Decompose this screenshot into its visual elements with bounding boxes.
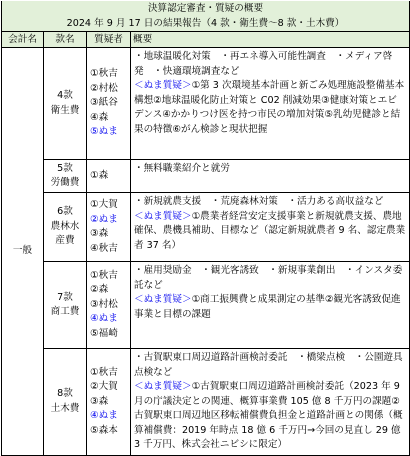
kan-number: 5款 [57,162,73,174]
kan-name: 商工費 [50,306,80,317]
questioner-name: ④ぬま [90,313,118,325]
kan-name: 労働費 [50,177,80,188]
report-subtitle: 2024 年 9 月 17 日の結果報告（4 款・衛生費～8 款・土木費） [2,16,410,32]
summary-text: ・新規就農支援 ・荒廃森林対策 ・活力ある高収益など [134,196,384,207]
kan-cell [44,349,87,456]
summary-text: ①商工振興費と成果測定の基準②観光客誘致促進事業と目標の課題 [134,294,401,320]
kan-number: 6款 [57,206,73,218]
header-summary: 概要 [131,32,410,48]
report-title: 決算認定審査・質疑の概要 [2,1,410,16]
summary-text: ①農業者経営安定支援事業と新規就農支援、農地確保、農機具補助、目標など（認定新規就農者 9 名、認定農業者 37 名） [134,210,406,251]
questioners-cell [87,193,131,262]
summary-cell [131,48,410,160]
kan-name: 土木費 [50,402,80,414]
summary-text: ・無料職業紹介と就労 [134,163,230,174]
kan-number: 7款 [57,291,73,303]
kan-name: 農林水産費 [50,220,80,247]
kaikei-cell: 一般 [2,48,44,456]
kan-cell [44,48,87,160]
questioner-name: ①秋吉 [90,68,118,80]
questioner-name: ④ぬま [90,410,118,421]
questioner-name: ⑤ぬま [90,126,118,138]
subtitle-row [2,16,410,32]
questioner-name: ②大賀 [90,381,118,392]
summary-text: ・古賀駅東口周辺道路計画検討委託 ・橋梁点検 ・公園遊具点検など [134,352,403,378]
questioner-name: ③森 [90,228,109,239]
title-row [2,1,410,16]
kan-number: 8款 [57,388,73,400]
kan-cell [44,160,87,193]
numa-question-label: ＜ぬま質疑＞ [134,80,192,91]
kan-cell [44,193,87,262]
questioner-name: ④森 [90,111,109,123]
questioner-name: ①大賀 [90,199,118,210]
summary-cell [131,262,410,349]
kan-cell [44,262,87,349]
kan-number: 4款 [57,90,73,101]
questioners-cell [87,160,131,193]
table-row [2,262,410,349]
questioner-name: ③紙谷 [90,97,118,109]
table-row [2,193,410,262]
questioner-name: ④秋吉 [90,242,118,254]
numa-question-label: ＜ぬま質疑＞ [134,381,192,392]
summary-cell [131,193,410,262]
summary-text: ・雇用奨励金 ・観光客誘致 ・新規事業創出 ・インスタ委託など [134,265,403,291]
header-questioners: 質疑者 [87,32,131,48]
questioner-name: ①森 [90,169,109,181]
questioner-name: ⑤福崎 [90,327,118,339]
questioners-cell [87,349,131,456]
questioner-name: ②村松 [90,82,118,94]
questioner-name: ⑤森本 [90,424,118,436]
questioner-name: ②ぬま [90,213,118,225]
numa-question-label: ＜ぬま質疑＞ [134,294,192,305]
numa-question-label: ＜ぬま質疑＞ [134,210,192,222]
summary-text: ①古賀駅東口周辺道路計画検討委託（2023 年 9 月の庁議決定との関連、概算事業費 105 億 8 千万円の課題②古賀駅東口周辺地区移転補償費負担金と道路計画との関係（概算補償費：2019 年時点 18 億 6 千万円→今回の見直し 29 億 3 千万円、株式会社ニビシに限定） [134,381,403,450]
questioner-name: ①秋吉 [90,366,118,378]
questioner-name: ②森 [90,284,109,296]
header-kaikei: 会計名 [2,32,44,48]
questioners-cell [87,262,131,349]
table-row [2,349,410,456]
kan-name: 衛生費 [50,104,80,116]
summary-cell [131,160,410,193]
column-header-row [2,32,410,48]
table-row [2,48,410,160]
table-row [2,160,410,193]
questioner-name: ③森 [90,395,109,407]
report-table [1,1,410,456]
header-kan: 款名 [44,32,87,48]
summary-cell [131,349,410,456]
questioner-name: ③村松 [90,298,118,310]
summary-text: ・地球温暖化対策 ・再エネ導入可能性調査 ・メディア啓発 ・快適環境調査など [134,51,393,77]
questioner-name: ①秋吉 [90,269,118,281]
questioners-cell [87,48,131,160]
summary-text: ①第 3 次環境基本計画と新ごみ処理施設整備基本構想②地球温暖化防止対策と C02 削減効果③健康対策とエビデンス④かかりつけ医を持つ市民の増加対策⑤乳幼児健診と結果の特徴⑥がん検診と現状把握 [134,80,405,135]
